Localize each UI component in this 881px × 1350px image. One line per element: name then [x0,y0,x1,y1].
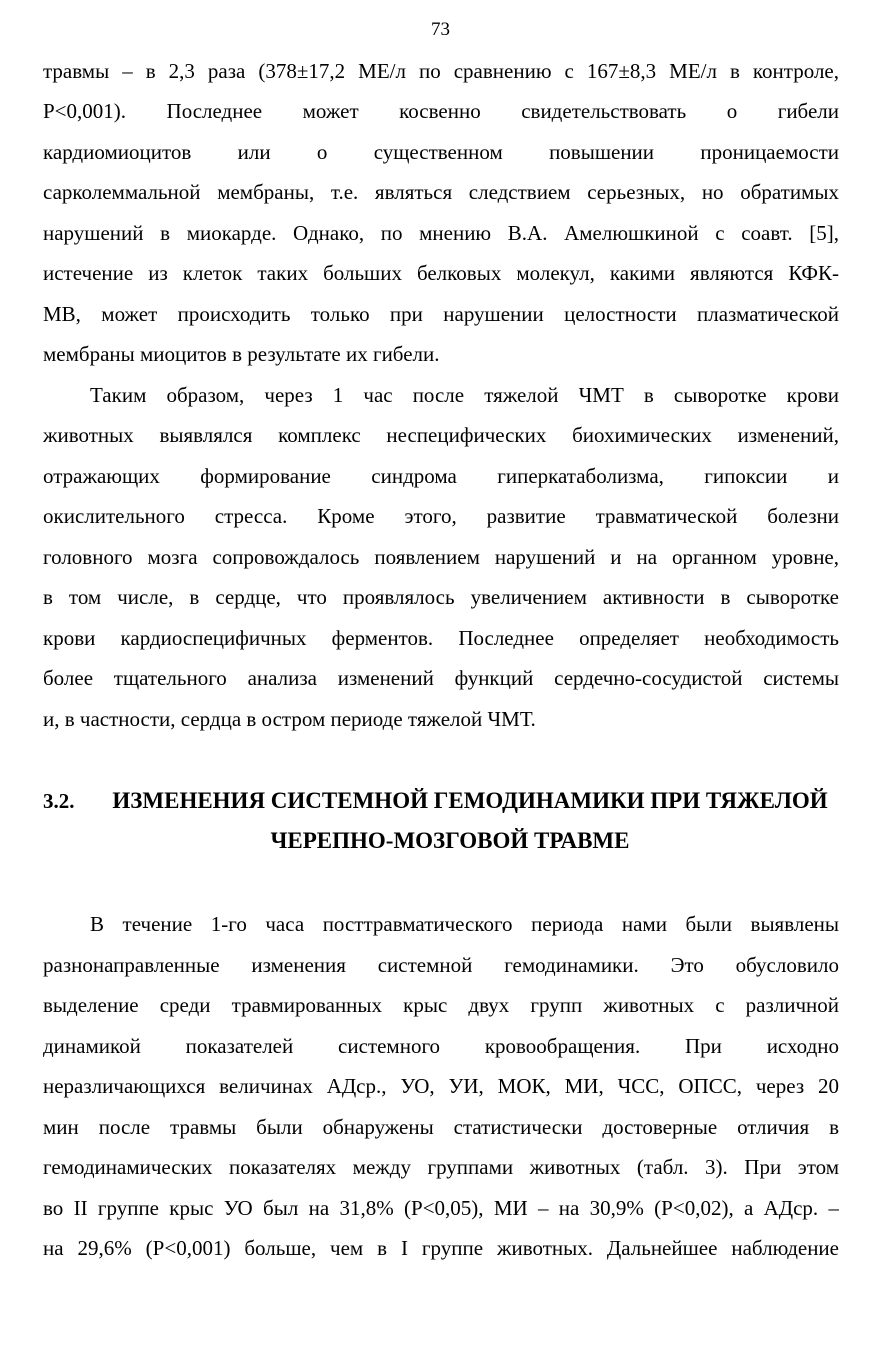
text-line: травмы – в 2,3 раза (378±17,2 МЕ/л по сравнению с 167±8,3 МЕ/л в контроле, [43,59,839,83]
text-line: гемодинамических показателях между группами животных (табл. 3). При этом [43,1155,839,1179]
text-line: и, в частности, сердца в остром периоде тяжелой ЧМТ. [43,707,536,731]
text-line: животных выявлялся комплекс неспецифических биохимических изменений, [43,423,839,447]
text-line: на 29,6% (P<0,001) больше, чем в I группе животных. Дальнейшее наблюдение [43,1236,839,1260]
text-line: во II группе крыс УО был на 31,8% (P<0,05), МИ – на 30,9% (P<0,02), а АДср. – [43,1196,839,1220]
section-title-line-2: ЧЕРЕПНО-МОЗГОВОЙ ТРАВМЕ [270,828,630,853]
text-line: нарушений в миокарде. Однако, по мнению В.А. Амелюшкиной с соавт. [5], [43,221,839,245]
text-line: P<0,001). Последнее может косвенно свидетельствовать о гибели [43,99,839,123]
text-line: динамикой показателей системного кровообращения. При исходно [43,1034,839,1058]
text-line: более тщательного анализа изменений функций сердечно-сосудистой системы [43,666,839,690]
text-line: мин после травмы были обнаружены статистически достоверные отличия в [43,1115,839,1139]
text-line: окислительного стресса. Кроме этого, развитие травматической болезни [43,504,839,528]
text-line: МВ, может происходить только при нарушении целостности плазматической [43,302,839,326]
page-number: 73 [431,19,450,40]
text-line: неразличающихся величинах АДср., УО, УИ, МОК, МИ, ЧСС, ОПСС, через 20 [43,1074,839,1098]
text-line: разнонаправленные изменения системной гемодинамики. Это обусловило [43,953,839,977]
text-line: сарколеммальной мембраны, т.е. являться следствием серьезных, но обратимых [43,180,839,204]
text-line: мембраны миоцитов в результате их гибели. [43,342,440,366]
text-line: крови кардиоспецифичных ферментов. Последнее определяет необходимость [43,626,839,650]
text-line: выделение среди травмированных крыс двух групп животных с различной [43,993,839,1017]
text-line: головного мозга сопровождалось появлением нарушений и на органном уровне, [43,545,839,569]
section-title-line-1: ИЗМЕНЕНИЯ СИСТЕМНОЙ ГЕМОДИНАМИКИ ПРИ ТЯЖЕЛОЙ [112,788,828,813]
text-line: В течение 1-го часа посттравматического периода нами были выявлены [90,912,839,936]
text-line: истечение из клеток таких больших белковых молекул, какими являются КФК- [43,261,839,285]
text-line: Таким образом, через 1 час после тяжелой ЧМТ в сыворотке крови [90,383,839,407]
text-line: в том числе, в сердце, что проявлялось увеличением активности в сыворотке [43,585,839,609]
section-number: 3.2. [43,789,75,813]
text-line: кардиомиоцитов или о существенном повышении проницаемости [43,140,839,164]
text-line: отражающих формирование синдрома гиперкатаболизма, гипоксии и [43,464,839,488]
